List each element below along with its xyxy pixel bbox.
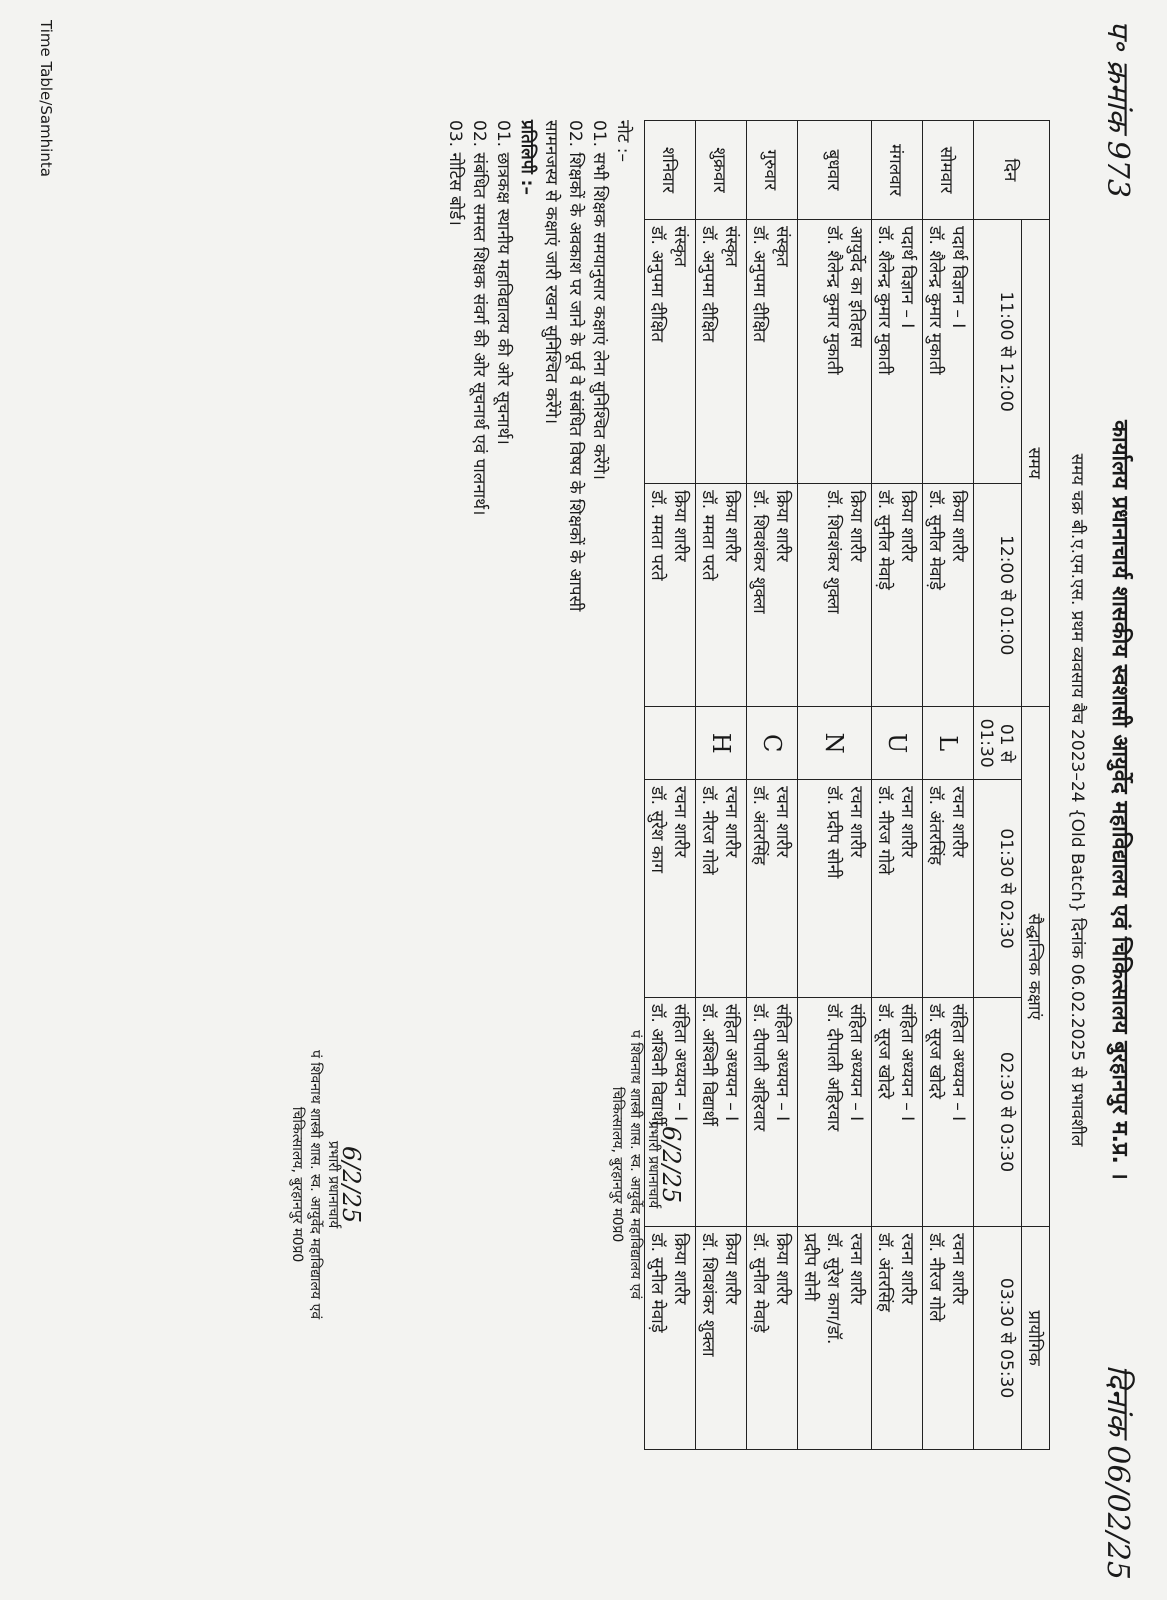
slot-header: 01 से 01:30 — [974, 707, 1022, 780]
teacher-text: डॉ. अनुपमा दीक्षित — [698, 226, 718, 343]
table-row — [696, 121, 747, 1450]
class-cell — [696, 220, 747, 484]
subject-text: क्रिया शारीर — [772, 490, 792, 562]
slot-header: 01:30 से 02:30 — [974, 780, 1022, 998]
teacher-text: डॉ. सूरज खोदरे — [874, 1003, 894, 1099]
teacher-text: डॉ. शिवशंकर शुक्ला — [698, 1233, 718, 1357]
teacher-text: डॉ. सुनील मेवाड़े — [925, 490, 945, 590]
note-item: सामनजस्य से कक्षाएं जारी रखना सुनिश्चित करेंगे। — [541, 120, 561, 425]
teacher-text: डॉ. सुनील मेवाड़े — [874, 490, 894, 590]
subject-text: संस्कृत — [670, 226, 690, 267]
timetable-body — [645, 121, 974, 1450]
teacher-text: डॉ. सुनील मेवाड़े — [647, 1233, 667, 1333]
subject-text: रचना शारीर — [948, 786, 968, 858]
lunch-cell: L — [923, 707, 974, 780]
teacher-text: डॉ. शिवशंकर शुक्ला — [749, 490, 769, 614]
slot-header: 11:00 से 12:00 — [974, 220, 1022, 484]
rotated-content — [20, 20, 1150, 1580]
teacher-text: डॉ. अनुपमा दीक्षित — [749, 226, 769, 343]
teacher-text: डॉ. ममता परते — [698, 490, 718, 581]
signature-role: प्रभारी प्रधानाचार्य — [325, 1140, 341, 1229]
subject-text: संहिता अध्ययन – I — [948, 1003, 968, 1122]
class-cell — [923, 484, 974, 707]
class-cell — [645, 220, 696, 484]
teacher-text: डॉ. शैलेन्द्र कुमार मुकाती — [874, 226, 894, 375]
copy-item: 03. नोटिस बोर्ड। — [445, 120, 465, 226]
class-cell — [696, 484, 747, 707]
signature-scrawl: 6/2/25 — [337, 1145, 365, 1224]
teacher-text: डॉ. सुरेश काग/डॉ. — [823, 1233, 843, 1345]
col-header-time: समय — [1022, 220, 1050, 707]
subject-text: क्रिया शारीर — [721, 1233, 741, 1305]
subject-text: क्रिया शारीर — [670, 490, 690, 562]
class-cell — [798, 780, 872, 998]
document-subtitle: समय चक्र बी.ए.एम.एस. प्रथम व्यवसाय बैच 2023–24 {Old Batch} दिनांक 06.02.2025 से प्रभावशील — [1067, 453, 1087, 1147]
subject-text: संहिता अध्ययन – I — [897, 1003, 917, 1122]
teacher-text: डॉ. नीरज गोले — [874, 786, 894, 875]
teacher-text: डॉ. नीरज गोले — [925, 1233, 945, 1322]
table-row — [747, 121, 798, 1450]
class-cell — [798, 484, 872, 707]
signature-line: चिकित्सालय, बुरहानपुर म0प्र0 — [289, 1106, 305, 1263]
subject-text: रचना शारीर — [721, 786, 741, 858]
subject-text: संहिता अध्ययन – I — [721, 1003, 741, 1122]
teacher-text: डॉ. अनुपमा दीक्षित — [647, 226, 667, 343]
lunch-cell: U — [872, 707, 923, 780]
subject-text: रचना शारीर — [846, 786, 866, 858]
document-title: कार्यालय प्रधानाचार्य शासकीय स्वशासी आयुर्वेद महाविद्यालय एवं चिकित्सालय बुरहानपुर म.प्र. । — [1107, 420, 1132, 1180]
table-row — [872, 121, 923, 1450]
teacher-text: डॉ. ममता परते — [647, 490, 667, 581]
lunch-cell: N — [798, 707, 872, 780]
subject-text: आयुर्वेद का इतिहास — [846, 226, 866, 348]
lunch-cell — [645, 707, 696, 780]
class-cell — [747, 484, 798, 707]
teacher-text: डॉ. सुनील मेवाड़े — [749, 1233, 769, 1333]
class-cell — [872, 1227, 923, 1450]
table-row — [923, 121, 974, 1450]
class-cell — [747, 997, 798, 1226]
day-cell: शनिवार — [645, 121, 696, 220]
class-cell — [747, 220, 798, 484]
subject-text: रचना शारीर — [846, 1233, 866, 1305]
subject-text: संहिता अध्ययन – I — [772, 1003, 792, 1122]
day-cell: सोमवार — [923, 121, 974, 220]
subject-text: रचना शारीर — [897, 1233, 917, 1305]
subject-text: क्रिया शारीर — [846, 490, 866, 562]
teacher-text: डॉ. शिवशंकर शुक्ला — [823, 490, 843, 614]
subject-text: पदार्थ विज्ञान – I — [897, 226, 917, 329]
class-cell — [872, 484, 923, 707]
teacher-text: डॉ. प्रदीप सोनी — [823, 786, 843, 879]
slot-header-row — [974, 121, 1022, 1450]
signature-line: पं शिवनाथ शास्त्री शास. स्व. आयुर्वेद महाविद्यालय एवं — [627, 1030, 643, 1300]
class-cell — [645, 780, 696, 998]
footer-text: Time Table/Samhinta — [37, 20, 55, 177]
subject-text: संहिता अध्ययन – I — [846, 1003, 866, 1122]
teacher-text: डॉ. अंतरसिंह — [749, 786, 769, 866]
table-header-row — [1022, 121, 1050, 1450]
note-item: 02. शिक्षकों के अवकाश पर जाने के पूर्व वे संबंधित विषय के शिक्षकों के आपसी — [565, 120, 585, 612]
signature-scrawl: 6/2/25 — [657, 1125, 685, 1204]
subject-text: रचना शारीर — [670, 786, 690, 858]
lunch-cell: C — [747, 707, 798, 780]
table-row — [798, 121, 872, 1450]
class-cell — [872, 220, 923, 484]
day-cell: बुधवार — [798, 121, 872, 220]
teacher-text: डॉ. सूरज खोदरे — [925, 1003, 945, 1099]
signature-line: पं शिवनाथ शास्त्री शास. स्व. आयुर्वेद महाविद्यालय एवं — [307, 1050, 323, 1320]
copy-item: 01. छात्रकक्ष स्थानीय महाविद्यालय की ओर सूचनार्थ। — [493, 120, 513, 445]
class-cell — [923, 220, 974, 484]
class-cell — [747, 780, 798, 998]
teacher-text: डॉ. शैलेन्द्र कुमार मुकाती — [925, 226, 945, 375]
teacher-text: डॉ. सुरेश काग — [647, 786, 667, 873]
subject-text: पदार्थ विज्ञान – I — [948, 226, 968, 329]
col-header-day: दिन — [974, 121, 1050, 220]
teacher-text: डॉ. अश्विनी विद्यार्थी — [698, 1003, 718, 1126]
teacher-text: डॉ. अश्विनी विद्यार्थी — [647, 1003, 667, 1126]
teacher-text: डॉ. दीपाली अहिरवार — [749, 1003, 769, 1132]
subject-text: रचना शारीर — [897, 786, 917, 858]
lunch-cell: H — [696, 707, 747, 780]
signature-role: प्रभारी प्रधानाचार्य — [645, 1120, 661, 1209]
handwritten-date: दिनांक 06/02/25 — [1100, 1364, 1135, 1580]
note-item: 01. सभी शिक्षक समयानुसार कक्षाएं लेना सुनिश्चित करेंगे। — [589, 120, 609, 480]
handwritten-ref-number: प॰ क्रमांक 973 — [1100, 20, 1135, 198]
class-cell — [872, 780, 923, 998]
teacher-text: प्रदीप सोनी — [800, 1233, 820, 1301]
teacher-text: डॉ. शैलेन्द्र कुमार मुकाती — [823, 226, 843, 375]
class-cell — [872, 997, 923, 1226]
col-header-theory: सैद्धान्तिक कक्षाएं — [1022, 707, 1050, 1227]
class-cell — [798, 997, 872, 1226]
day-cell: शुक्रवार — [696, 121, 747, 220]
notes-section — [443, 120, 635, 611]
subject-text: रचना शारीर — [772, 786, 792, 858]
day-cell: गुरुवार — [747, 121, 798, 220]
slot-header: 02:30 से 03:30 — [974, 997, 1022, 1226]
slot-header: 12:00 से 01:00 — [974, 484, 1022, 707]
subject-text: क्रिया शारीर — [897, 490, 917, 562]
subject-text: संस्कृत — [772, 226, 792, 267]
col-header-practical: प्रायोगिक — [1022, 1227, 1050, 1450]
timetable — [644, 120, 1050, 1450]
teacher-text: डॉ. अंतरसिंह — [925, 786, 945, 866]
subject-text: रचना शारीर — [948, 1233, 968, 1305]
slot-header: 03:30 से 05:30 — [974, 1227, 1022, 1450]
subject-text: क्रिया शारीर — [721, 490, 741, 562]
teacher-text: डॉ. नीरज गोले — [698, 786, 718, 875]
class-cell — [696, 1227, 747, 1450]
day-cell: मंगलवार — [872, 121, 923, 220]
subject-text: क्रिया शारीर — [948, 490, 968, 562]
class-cell — [923, 1227, 974, 1450]
class-cell — [923, 997, 974, 1226]
class-cell — [696, 780, 747, 998]
class-cell — [747, 1227, 798, 1450]
teacher-text: डॉ. अंतरसिंह — [874, 1233, 894, 1312]
class-cell — [696, 997, 747, 1226]
copy-item: 02. संबंधित समस्त शिक्षक संवर्ग की ओर सूचनार्थ एवं पालनार्थ। — [469, 120, 489, 516]
signature-block-2 — [288, 1050, 365, 1320]
notes-heading: नोट :– — [613, 120, 633, 163]
subject-text: संहिता अध्ययन – I — [670, 1003, 690, 1122]
class-cell — [798, 1227, 872, 1450]
class-cell — [798, 220, 872, 484]
copies-heading: प्रतिलिपी :– — [517, 120, 537, 195]
class-cell — [923, 780, 974, 998]
teacher-text: डॉ. दीपाली अहिरवार — [823, 1003, 843, 1132]
subject-text: क्रिया शारीर — [670, 1233, 690, 1305]
class-cell — [645, 484, 696, 707]
subject-text: संस्कृत — [721, 226, 741, 267]
signature-line: चिकित्सालय, बुरहानपुर म0प्र0 — [609, 1086, 625, 1243]
subject-text: क्रिया शारीर — [772, 1233, 792, 1305]
